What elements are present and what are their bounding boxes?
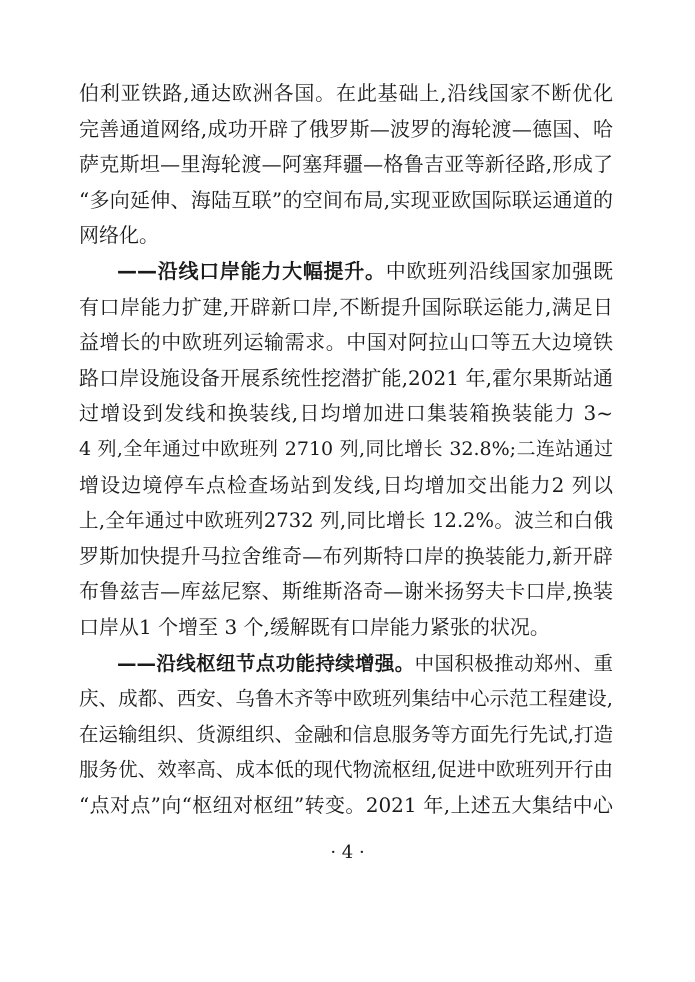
paragraph-2-line-10: 布鲁兹吉—库兹尼察、斯维斯洛奇—谢米扬努夫卡口岸,换装 [79, 579, 613, 604]
paragraph-2-line-2: 有口岸能力扩建,开辟新口岸,不断提升国际联运能力,满足日 [79, 294, 613, 319]
paragraph-2-line-5: 过增设到发线和换装线,日均增加进口集装箱换装能力 3~ [79, 401, 613, 426]
paragraph-2-line-7: 增设边境停车点检查场站到发线,日均增加交出能力2 列以 [79, 472, 613, 497]
paragraph-2-first-line-rest: 中欧班列沿线国家加强既 [385, 259, 614, 283]
paragraph-3-line-4: 服务优、效率高、成本低的现代物流枢纽,促进中欧班列开行由 [79, 758, 613, 782]
paragraph-1-line-5: 网络化。 [79, 223, 159, 248]
paragraph-3-line-2: 庆、成都、西安、乌鲁木齐等中欧班列集结中心示范工程建设, [79, 687, 613, 711]
paragraph-3-heading: ——沿线枢纽节点功能持续增强。 [117, 651, 415, 675]
paragraph-1-line-2: 完善通道网络,成功开辟了俄罗斯—波罗的海轮渡—德国、哈 [79, 116, 613, 141]
paragraph-3-first-line-rest: 中国积极推动郑州、重 [414, 651, 613, 675]
paragraph-3-line-5: “点对点”向“枢纽对枢纽”转变。2021 年,上述五大集结中心 [79, 793, 613, 817]
paragraph-2-line-4: 路口岸设施设备开展系统性挖潜扩能,2021 年,霍尔果斯站通 [79, 365, 613, 390]
paragraph-2-line-9: 罗斯加快提升马拉舍维奇—布列斯特口岸的换装能力,新开辟 [79, 543, 613, 568]
paragraph-2-line-1 [117, 254, 613, 290]
paragraph-2-line-6: 4 列,全年通过中欧班列 2710 列,同比增长 32.8%;二连站通过 [79, 438, 613, 460]
paragraph-2-line-3: 益增长的中欧班列运输需求。中国对阿拉山口等五大边境铁 [79, 330, 613, 355]
paragraph-2-line-11: 口岸从1 个增至 3 个,缓解既有口岸能力紧张的状况。 [79, 615, 550, 639]
paragraph-1-line-3: 萨克斯坦—里海轮渡—阿塞拜疆—格鲁吉亚等新径路,形成了 [79, 152, 613, 177]
paragraph-3-line-1 [117, 646, 613, 682]
paragraph-3-line-3: 在运输组织、货源组织、金融和信息服务等方面先行先试,打造 [79, 722, 613, 746]
paragraph-2-heading: ——沿线口岸能力大幅提升。 [117, 259, 386, 283]
paragraph-1-line-4: “多向延伸、海陆互联”的空间布局,实现亚欧国际联运通道的 [79, 187, 613, 212]
paragraph-1-line-1: 伯利亚铁路,通达欧洲各国。在此基础上,沿线国家不断优化 [79, 81, 613, 105]
paragraph-2-line-8: 上,全年通过中欧班列2732 列,同比增长 12.2%。波兰和白俄 [79, 509, 613, 533]
page-number: · 4 · [330, 841, 365, 863]
